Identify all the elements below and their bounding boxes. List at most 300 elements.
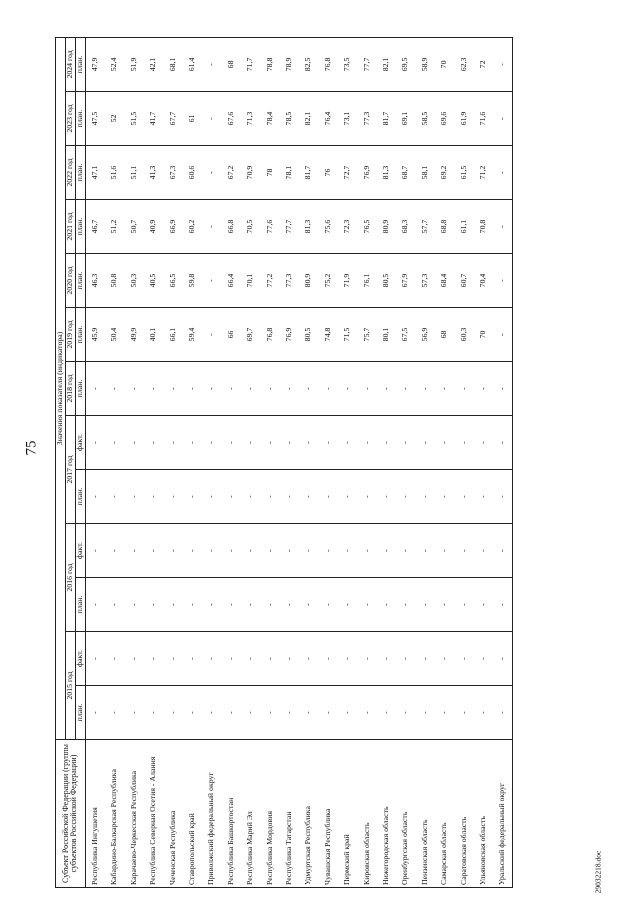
subject-name-cell: Приволжский федеральный округ: [202, 740, 221, 888]
value-cell: -: [105, 686, 124, 740]
value-cell: -: [163, 578, 182, 632]
value-cell: 81,3: [377, 146, 396, 200]
fact-header: факт.: [75, 416, 85, 470]
value-cell: -: [493, 200, 513, 254]
value-cell: 76,8: [260, 308, 279, 362]
value-cell: 66,4: [222, 254, 241, 308]
value-cell: -: [416, 686, 435, 740]
value-cell: -: [105, 416, 124, 470]
value-cell: -: [202, 92, 221, 146]
value-cell: 77,3: [357, 92, 376, 146]
value-cell: 80,9: [299, 254, 318, 308]
value-cell: -: [435, 686, 454, 740]
value-cell: 49,9: [125, 308, 144, 362]
value-cell: 60,6: [183, 146, 202, 200]
value-cell: -: [319, 578, 338, 632]
value-cell: -: [222, 632, 241, 686]
value-cell: -: [202, 146, 221, 200]
value-cell: 67,7: [163, 92, 182, 146]
value-cell: -: [435, 524, 454, 578]
value-cell: -: [338, 416, 357, 470]
value-cell: -: [163, 686, 182, 740]
value-cell: 71,9: [338, 254, 357, 308]
value-cell: 76,8: [319, 37, 338, 91]
value-cell: 51,1: [125, 146, 144, 200]
value-cell: 66,8: [222, 200, 241, 254]
subject-name-cell: Пензенская область: [416, 740, 435, 888]
document-filename: 29032218.doc: [593, 850, 603, 894]
value-cell: 56,9: [416, 308, 435, 362]
subject-name-cell: Республика Башкортостан: [222, 740, 241, 888]
value-cell: 59,8: [183, 254, 202, 308]
value-cell: -: [493, 92, 513, 146]
value-cell: -: [260, 686, 279, 740]
subject-name-cell: Республика Ингушетия: [85, 740, 105, 888]
value-cell: 68: [435, 308, 454, 362]
value-cell: -: [144, 362, 163, 416]
table-row: [163, 37, 182, 887]
value-cell: 81,3: [299, 200, 318, 254]
value-cell: 40,1: [144, 308, 163, 362]
value-cell: -: [454, 470, 473, 524]
value-cell: 82,1: [299, 92, 318, 146]
value-cell: -: [357, 578, 376, 632]
value-cell: 41,3: [144, 146, 163, 200]
value-cell: -: [357, 416, 376, 470]
value-cell: -: [105, 632, 124, 686]
subject-name-cell: Самарская область: [435, 740, 454, 888]
table-row: [493, 37, 513, 887]
value-cell: -: [222, 686, 241, 740]
value-cell: 61,1: [454, 200, 473, 254]
value-cell: -: [319, 416, 338, 470]
subject-name-cell: Пермский край: [338, 740, 357, 888]
subject-name-cell: Ульяновская область: [474, 740, 493, 888]
value-cell: 70: [435, 37, 454, 91]
value-cell: -: [396, 632, 415, 686]
value-cell: 46,3: [85, 254, 105, 308]
value-cell: -: [260, 632, 279, 686]
value-cell: -: [435, 416, 454, 470]
values-group-header: Значения показателя (индикатора): [56, 37, 66, 739]
value-cell: -: [280, 524, 299, 578]
value-cell: 72: [474, 37, 493, 91]
value-cell: -: [319, 524, 338, 578]
value-cell: -: [280, 632, 299, 686]
value-cell: -: [85, 416, 105, 470]
value-cell: -: [338, 578, 357, 632]
value-cell: 51,6: [105, 146, 124, 200]
value-cell: -: [241, 632, 260, 686]
value-cell: 71,6: [474, 92, 493, 146]
value-cell: -: [299, 470, 318, 524]
value-cell: -: [125, 686, 144, 740]
value-cell: 57,7: [416, 200, 435, 254]
value-cell: 75,2: [319, 254, 338, 308]
year-header: 2022 год: [65, 146, 75, 200]
value-cell: -: [163, 416, 182, 470]
table-row: [260, 37, 279, 887]
value-cell: 50,8: [105, 254, 124, 308]
value-cell: -: [85, 578, 105, 632]
value-cell: 52,4: [105, 37, 124, 91]
value-cell: -: [474, 524, 493, 578]
value-cell: 47,5: [85, 92, 105, 146]
value-cell: 67,3: [163, 146, 182, 200]
value-cell: -: [493, 308, 513, 362]
value-cell: -: [105, 470, 124, 524]
value-cell: -: [85, 470, 105, 524]
value-cell: 73,5: [338, 37, 357, 91]
value-cell: -: [183, 686, 202, 740]
table-row: [396, 37, 415, 887]
value-cell: -: [260, 578, 279, 632]
table-row: [222, 37, 241, 887]
value-cell: -: [202, 632, 221, 686]
value-cell: -: [299, 416, 318, 470]
value-cell: -: [202, 308, 221, 362]
value-cell: -: [202, 524, 221, 578]
plan-header: план.: [75, 146, 85, 200]
value-cell: -: [202, 362, 221, 416]
value-cell: 42,1: [144, 37, 163, 91]
value-cell: -: [416, 362, 435, 416]
value-cell: -: [125, 632, 144, 686]
value-cell: 81,7: [377, 92, 396, 146]
value-cell: -: [474, 578, 493, 632]
value-cell: 77,2: [260, 254, 279, 308]
value-cell: 78,9: [280, 37, 299, 91]
table-row: [454, 37, 473, 887]
subject-name-cell: Республика Северная Осетия - Алания: [144, 740, 163, 888]
value-cell: 77,3: [280, 254, 299, 308]
subject-name-cell: Республика Татарстан: [280, 740, 299, 888]
value-cell: 78: [260, 146, 279, 200]
value-cell: 78,5: [280, 92, 299, 146]
subject-name-cell: Республика Мордовия: [260, 740, 279, 888]
subject-name-cell: Ставропольский край: [183, 740, 202, 888]
value-cell: -: [416, 524, 435, 578]
value-cell: 68: [222, 37, 241, 91]
value-cell: 50,7: [125, 200, 144, 254]
value-cell: -: [241, 362, 260, 416]
year-header: 2020 год: [65, 254, 75, 308]
value-cell: -: [85, 362, 105, 416]
value-cell: 60,2: [183, 200, 202, 254]
value-cell: -: [144, 632, 163, 686]
value-cell: 71,2: [474, 146, 493, 200]
table-row: [105, 37, 124, 887]
value-cell: 76,9: [357, 146, 376, 200]
value-cell: -: [280, 578, 299, 632]
value-cell: -: [377, 416, 396, 470]
value-cell: 61,4: [183, 37, 202, 91]
value-cell: 82,5: [299, 37, 318, 91]
plan-header: план.: [75, 362, 85, 416]
value-cell: -: [396, 524, 415, 578]
value-cell: 81,7: [299, 146, 318, 200]
value-cell: -: [241, 524, 260, 578]
value-cell: 76,9: [280, 308, 299, 362]
plan-header: план.: [75, 92, 85, 146]
value-cell: -: [241, 578, 260, 632]
value-cell: -: [474, 686, 493, 740]
value-cell: -: [357, 470, 376, 524]
subject-name-cell: Уральский федеральный округ: [493, 740, 513, 888]
value-cell: -: [493, 578, 513, 632]
value-cell: 68,1: [163, 37, 182, 91]
value-cell: -: [222, 578, 241, 632]
value-cell: -: [338, 632, 357, 686]
value-cell: 70,9: [241, 146, 260, 200]
table-row: [474, 37, 493, 887]
table-row: [241, 37, 260, 887]
table-row: [183, 37, 202, 887]
value-cell: -: [163, 632, 182, 686]
value-cell: -: [493, 524, 513, 578]
value-cell: -: [338, 362, 357, 416]
value-cell: -: [222, 470, 241, 524]
subject-name-cell: Чувашская Республика: [319, 740, 338, 888]
table-row: [377, 37, 396, 887]
value-cell: 60,7: [454, 254, 473, 308]
value-cell: 69,7: [241, 308, 260, 362]
value-cell: -: [493, 632, 513, 686]
value-cell: 69,2: [435, 146, 454, 200]
value-cell: -: [183, 578, 202, 632]
value-cell: -: [280, 416, 299, 470]
value-cell: -: [357, 686, 376, 740]
value-cell: 59,4: [183, 308, 202, 362]
value-cell: 50,3: [125, 254, 144, 308]
value-cell: 75,7: [357, 308, 376, 362]
value-cell: -: [299, 686, 318, 740]
value-cell: -: [493, 362, 513, 416]
value-cell: 66,1: [163, 308, 182, 362]
value-cell: 69,5: [396, 37, 415, 91]
value-cell: -: [474, 470, 493, 524]
subject-name-cell: Удмуртская Республика: [299, 740, 318, 888]
value-cell: -: [202, 470, 221, 524]
value-cell: -: [396, 578, 415, 632]
value-cell: 72,3: [338, 200, 357, 254]
value-cell: 76: [319, 146, 338, 200]
value-cell: -: [493, 37, 513, 91]
subject-name-cell: Нижегородская область: [377, 740, 396, 888]
subject-name-cell: Оренбургская область: [396, 740, 415, 888]
plan-header: план.: [75, 686, 85, 740]
value-cell: 61,5: [454, 146, 473, 200]
value-cell: 70,8: [474, 200, 493, 254]
value-cell: -: [202, 37, 221, 91]
year-header: 2019 год: [65, 308, 75, 362]
plan-header: план.: [75, 200, 85, 254]
value-cell: 45,9: [85, 308, 105, 362]
value-cell: 51,9: [125, 37, 144, 91]
value-cell: -: [416, 578, 435, 632]
value-cell: -: [435, 470, 454, 524]
value-cell: 67,2: [222, 146, 241, 200]
table-row: [319, 37, 338, 887]
value-cell: 80,5: [377, 254, 396, 308]
value-cell: 80,9: [377, 200, 396, 254]
value-cell: 70,4: [474, 254, 493, 308]
value-cell: -: [222, 524, 241, 578]
table-row: [435, 37, 454, 887]
value-cell: 51,5: [125, 92, 144, 146]
value-cell: -: [396, 470, 415, 524]
value-cell: 66,5: [163, 254, 182, 308]
value-cell: 47,1: [85, 146, 105, 200]
value-cell: 60,3: [454, 308, 473, 362]
value-cell: 68,7: [396, 146, 415, 200]
value-cell: -: [474, 362, 493, 416]
plan-header: план.: [75, 308, 85, 362]
table-header: [56, 37, 86, 887]
table-row: [202, 37, 221, 887]
value-cell: -: [357, 362, 376, 416]
value-cell: -: [474, 632, 493, 686]
value-cell: -: [144, 686, 163, 740]
value-cell: -: [144, 416, 163, 470]
value-cell: -: [319, 470, 338, 524]
value-cell: 50,4: [105, 308, 124, 362]
table-row: [338, 37, 357, 887]
table-body: [85, 37, 513, 887]
value-cell: 67,5: [396, 308, 415, 362]
subject-column-header: Субъект Российской Федерации (группы субъектов Российской Федерации): [56, 740, 86, 888]
value-cell: -: [416, 632, 435, 686]
plan-header: план.: [75, 254, 85, 308]
value-cell: 78,8: [260, 37, 279, 91]
value-cell: 67,9: [396, 254, 415, 308]
value-cell: 76,5: [357, 200, 376, 254]
value-cell: -: [241, 416, 260, 470]
value-cell: -: [454, 632, 473, 686]
value-cell: -: [183, 362, 202, 416]
value-cell: 82,1: [377, 37, 396, 91]
fact-header: факт.: [75, 524, 85, 578]
value-cell: 78,1: [280, 146, 299, 200]
value-cell: -: [202, 686, 221, 740]
value-cell: -: [299, 524, 318, 578]
value-cell: -: [493, 470, 513, 524]
value-cell: -: [125, 578, 144, 632]
fact-header: факт.: [75, 632, 85, 686]
year-header: 2015 год: [65, 632, 75, 740]
value-cell: 46,7: [85, 200, 105, 254]
value-cell: -: [377, 578, 396, 632]
value-cell: -: [163, 470, 182, 524]
value-cell: -: [202, 200, 221, 254]
value-cell: 71,5: [338, 308, 357, 362]
value-cell: 80,1: [377, 308, 396, 362]
table-row: [144, 37, 163, 887]
year-header: 2017 год: [65, 416, 75, 524]
value-cell: 73,1: [338, 92, 357, 146]
value-cell: 71,3: [241, 92, 260, 146]
value-cell: 72,7: [338, 146, 357, 200]
subject-name-cell: Республика Марий Эл: [241, 740, 260, 888]
year-header: 2024 год: [65, 37, 75, 91]
value-cell: 41,7: [144, 92, 163, 146]
value-cell: -: [144, 578, 163, 632]
value-cell: -: [416, 416, 435, 470]
value-cell: 62,3: [454, 37, 473, 91]
value-cell: -: [377, 524, 396, 578]
value-cell: 70,5: [241, 200, 260, 254]
value-cell: -: [105, 524, 124, 578]
value-cell: 68,4: [435, 254, 454, 308]
plan-header: план.: [75, 578, 85, 632]
value-cell: -: [493, 686, 513, 740]
subject-name-cell: Чеченская Республика: [163, 740, 182, 888]
value-cell: 66: [222, 308, 241, 362]
table-row: [299, 37, 318, 887]
value-cell: 58,9: [416, 37, 435, 91]
value-cell: -: [474, 416, 493, 470]
value-cell: -: [435, 632, 454, 686]
value-cell: -: [125, 470, 144, 524]
value-cell: -: [454, 578, 473, 632]
year-header: 2016 год: [65, 524, 75, 632]
value-cell: -: [338, 524, 357, 578]
value-cell: -: [319, 362, 338, 416]
value-cell: -: [435, 362, 454, 416]
value-cell: 40,9: [144, 200, 163, 254]
value-cell: -: [260, 524, 279, 578]
subject-name-cell: Кабардино-Балкарская Республика: [105, 740, 124, 888]
value-cell: -: [454, 362, 473, 416]
value-cell: 70,1: [241, 254, 260, 308]
table-row: [85, 37, 105, 887]
value-cell: 77,6: [260, 200, 279, 254]
value-cell: -: [357, 632, 376, 686]
value-cell: -: [105, 362, 124, 416]
indicator-table: [55, 37, 513, 888]
subject-name-cell: Карачаево-Черкесская Республика: [125, 740, 144, 888]
value-cell: 52: [105, 92, 124, 146]
value-cell: 67,6: [222, 92, 241, 146]
value-cell: -: [183, 416, 202, 470]
rotated-page-content: [55, 38, 600, 888]
value-cell: -: [377, 632, 396, 686]
value-cell: -: [85, 686, 105, 740]
value-cell: -: [357, 524, 376, 578]
value-cell: -: [416, 470, 435, 524]
value-cell: 61,9: [454, 92, 473, 146]
value-cell: -: [396, 686, 415, 740]
value-cell: -: [338, 470, 357, 524]
value-cell: -: [299, 578, 318, 632]
value-cell: -: [222, 416, 241, 470]
value-cell: -: [183, 470, 202, 524]
value-cell: -: [241, 686, 260, 740]
value-cell: -: [125, 524, 144, 578]
value-cell: -: [125, 416, 144, 470]
value-cell: -: [396, 362, 415, 416]
value-cell: 77,7: [357, 37, 376, 91]
value-cell: -: [125, 362, 144, 416]
value-cell: 58,5: [416, 92, 435, 146]
value-cell: 68,8: [435, 200, 454, 254]
page-number: 75: [23, 440, 40, 456]
value-cell: 80,5: [299, 308, 318, 362]
value-cell: -: [493, 254, 513, 308]
value-cell: 66,9: [163, 200, 182, 254]
value-cell: -: [319, 632, 338, 686]
value-cell: 78,4: [260, 92, 279, 146]
